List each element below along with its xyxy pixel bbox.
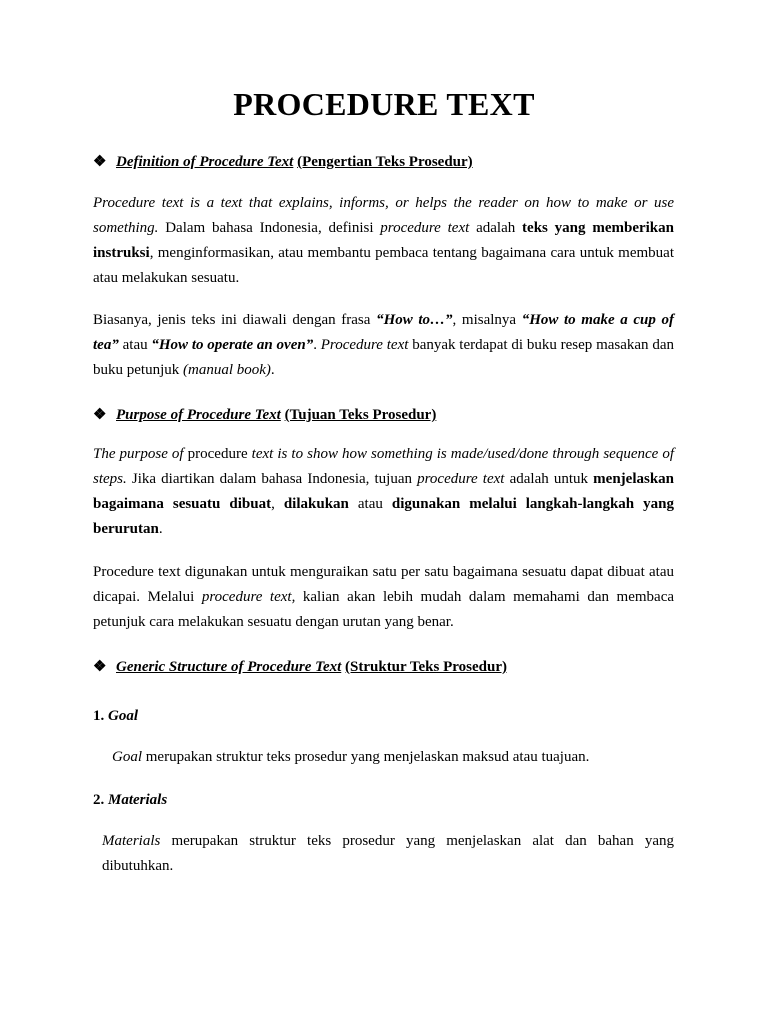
- text-run: dilakukan: [283, 496, 349, 512]
- text-run: atau: [118, 337, 152, 353]
- text-run: menjelaskan bagaimana sesuatu dibuat: [93, 471, 675, 512]
- text-run: procedure text: [417, 471, 505, 487]
- text-run: kalian akan lebih mudah dalam memahami dan membaca petunjuk cara melakukan sesuatu dengan urutan yang benar.: [93, 589, 675, 630]
- text-run: teks yang memberikan instruksi: [93, 220, 674, 261]
- text-run: .: [270, 362, 275, 378]
- structure-item-materials-heading: [93, 792, 167, 809]
- text-run: .: [313, 337, 321, 353]
- structure-item-materials-description: [102, 829, 674, 879]
- text-run: ,: [271, 496, 284, 512]
- structure-heading-en: Generic Structure of Procedure Text: [116, 659, 342, 675]
- diamond-bullet-icon: ❖: [93, 407, 107, 423]
- definition-paragraph-1: [93, 191, 674, 291]
- text-run: (manual book): [183, 362, 271, 378]
- text-run: digunakan melalui langkah-langkah yang berurutan: [93, 496, 674, 537]
- diamond-bullet-icon: ❖: [93, 154, 107, 170]
- structure-item-goal-description: [112, 745, 589, 770]
- text-run: .: [158, 521, 163, 537]
- text-run: adalah untuk: [504, 471, 594, 487]
- text-run: Jika diartikan dalam bahasa Indonesia, tujuan: [126, 471, 418, 487]
- text-run: “How to…”: [376, 312, 453, 328]
- definition-heading: [93, 152, 473, 171]
- structure-item-goal-heading: [93, 708, 138, 725]
- purpose-paragraph-2: [93, 560, 674, 635]
- structure-heading-id: (Struktur Teks Prosedur): [345, 659, 507, 675]
- page-title: PROCEDURE TEXT: [233, 86, 535, 122]
- purpose-heading-id: (Tujuan Teks Prosedur): [284, 407, 437, 423]
- text-run: atau: [348, 496, 392, 512]
- item-number: 1.: [93, 708, 105, 724]
- purpose-paragraph-1: [93, 442, 674, 542]
- definition-heading-id: (Pengertian Teks Prosedur): [297, 154, 473, 170]
- text-run: procedure text,: [201, 589, 296, 605]
- text-run: “How to make a cup of tea”: [93, 312, 674, 353]
- text-run: merupakan struktur teks prosedur yang menjelaskan maksud atau tuajuan.: [142, 749, 590, 765]
- item-label: Goal: [108, 708, 138, 724]
- text-run: , menginformasikan, atau membantu pembaca tentang bagaimana cara untuk membuat atau melakukan sesuatu.: [93, 245, 674, 286]
- text-run: The purpose of: [93, 446, 184, 462]
- text-run: Dalam bahasa Indonesia, definisi: [158, 220, 381, 236]
- text-run: procedure text: [380, 220, 470, 236]
- text-run: “How to operate an oven”: [151, 337, 314, 353]
- text-run: Biasanya, jenis teks ini diawali dengan frasa: [93, 312, 377, 328]
- text-run: Procedure text: [320, 337, 409, 353]
- purpose-heading-en: Purpose of Procedure Text: [116, 407, 281, 423]
- text-run: banyak terdapat di buku resep masakan dan buku petunjuk: [93, 337, 674, 378]
- text-run: , misalnya: [452, 312, 522, 328]
- text-run: Materials: [102, 833, 161, 849]
- purpose-heading: [93, 405, 436, 424]
- text-run: procedure: [183, 446, 252, 462]
- definition-paragraph-2: [93, 308, 674, 383]
- text-run: merupakan struktur teks prosedur yang menjelaskan alat dan bahan yang dibutuhkan.: [102, 833, 674, 874]
- diamond-bullet-icon: ❖: [93, 659, 107, 675]
- definition-heading-en: Definition of Procedure Text: [116, 154, 294, 170]
- structure-heading: [93, 657, 507, 676]
- text-run: Procedure text is a text that explains, informs, or helps the reader on how to make or use something.: [93, 195, 674, 236]
- text-run: Goal: [112, 749, 142, 765]
- item-number: 2.: [93, 792, 105, 808]
- text-run: adalah: [469, 220, 523, 236]
- item-label: Materials: [108, 792, 168, 808]
- text-run: Procedure text digunakan untuk menguraikan satu per satu bagaimana sesuatu dapat dibuat atau dicapai. Melalui: [93, 564, 674, 605]
- text-run: text is to show how something is made/used/done through sequence of steps.: [93, 446, 675, 487]
